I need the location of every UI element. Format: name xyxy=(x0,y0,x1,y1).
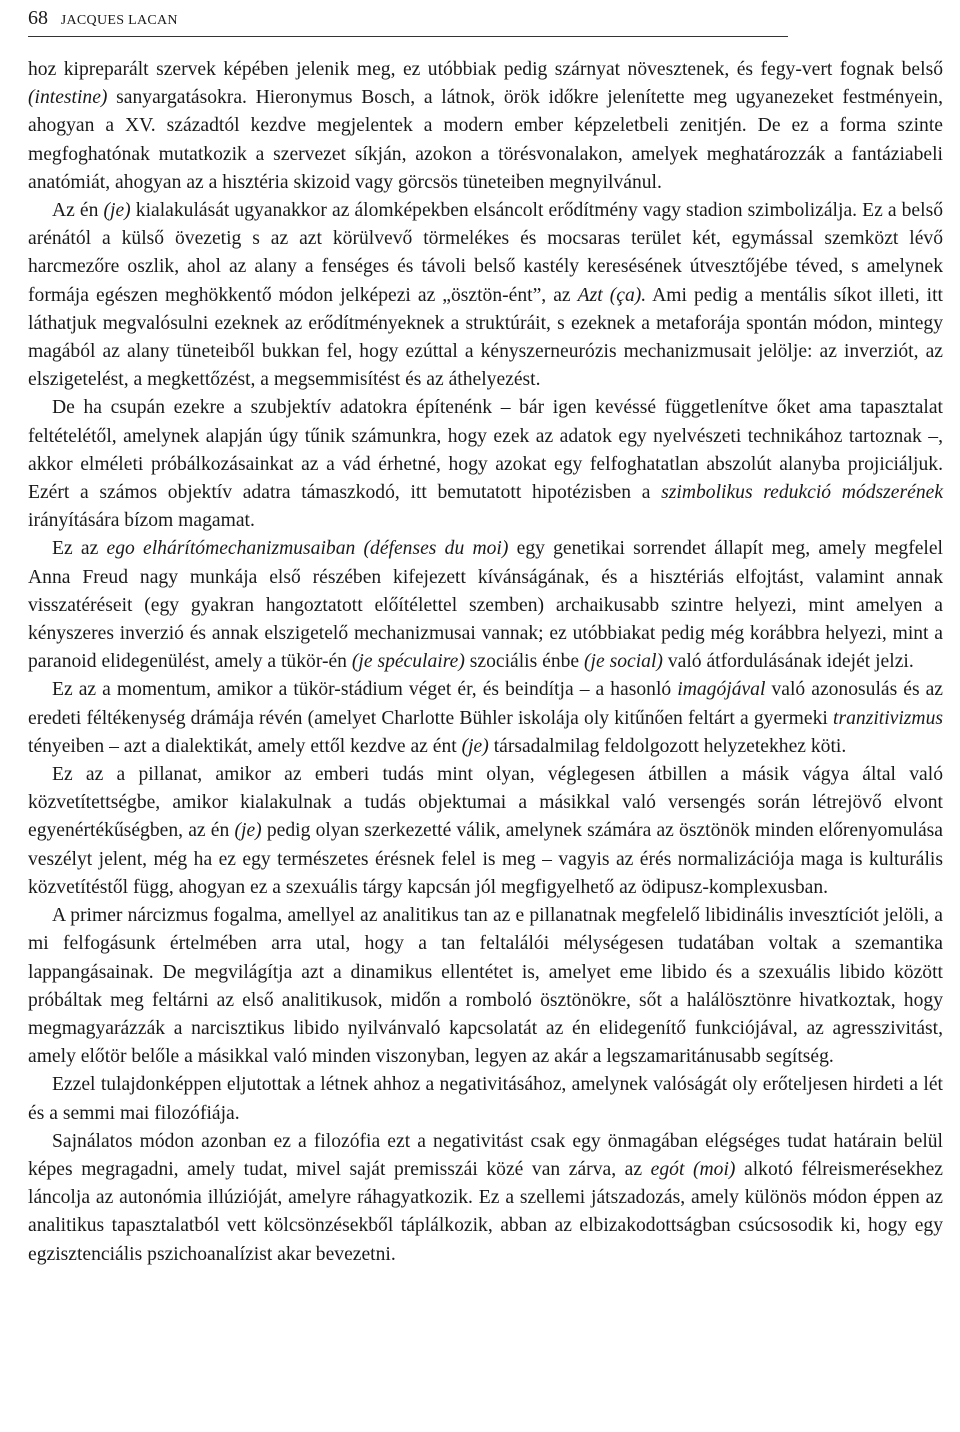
italic-text: Azt (ça). xyxy=(577,284,647,306)
paragraph xyxy=(28,535,943,676)
paragraph xyxy=(28,394,943,535)
text-run: Az én xyxy=(52,200,104,222)
text-run: szociális énbe xyxy=(464,651,585,673)
text-run: Ezzel tulajdonképpen eljutottak a létnek ahhoz a negativitásához, amelynek valóságát oly erőteljesen hirdeti a lét és a semmi mai filozófiája. xyxy=(28,1074,943,1124)
text-run: Ez az a momentum, amikor a tükör-stádium véget ér, és beindítja – a hasonló xyxy=(52,679,678,701)
text-run: Sajnálatos módon azonban ez a filozófia ezt a negativitást csak egy önmagában elégséges tudat határain belül képes megragadni, amely tudat, mivel saját premisszái közé van zárva, az xyxy=(28,1130,943,1180)
text-run: pedig olyan szerkezetté válik, amelynek számára az ösztönök minden előrenyomulása veszélyt jelent, még ha ez egy természetes érésnek felel is meg – vagyis az érés normalizációja maga is kulturális közvetítéstől függ, ahogyan ez a szexuális tárgy kapcsán jól megfigyelhető az ödipusz-komplexusban. xyxy=(28,820,943,898)
italic-text: (je) xyxy=(234,820,262,842)
italic-text: (je spéculaire) xyxy=(351,651,465,673)
text-run: Ami pedig a mentális síkot illeti, itt láthatjuk megvalósulni ezeknek az erődítményeknek a struktúráit, s ezeknek a metaforája spontán módon, mintegy magából az alany tüneteiből bukkan fel, hogy ezúttal a kényszerneurózis mechanizmusait jelölje: az inverziót, az elszigetelést, a megkettőzést, a megsemmisítést és az áthelyezést. xyxy=(28,284,943,391)
text-run: sanyargatásokra. Hieronymus Bosch, a látnok, örök időkre jelenítette meg ugyanezeket festményein, ahogyan a XV. századtól kezdve megjelentek a modern ember képzeletbeli zenitjén. De ez a forma szinte megfoghatónak mutatkozik a szervezet síkján, azokon a törésvonalakon, amelyek meghatározzák a fantáziabeli anatómiát, ahogyan az a hisztéria skizoid vagy görcsös tüneteiben megnyilvánul. xyxy=(28,87,943,193)
italic-text: (intestine) xyxy=(28,87,108,109)
text-run: alkotó félreismerésekhez láncolja az autonómia illúzióját, amelyre ráhagyatkozik. Ez a szellemi játszadozás, amely különös módon éppen az analitikus tapasztalatból vett kölcsönzésekből táplálkozik, abban az elbizakodottságban csúcsosodik ki, hogy egy egzisztenciális pszichoanalízist akar bevezetni. xyxy=(28,1158,943,1265)
page-header xyxy=(28,4,788,37)
italic-text: szimbolikus redukció módszerének xyxy=(661,482,944,504)
text-run: Ez az xyxy=(52,538,107,560)
text-run: Ez az a pillanat, amikor az emberi tudás mint olyan, véglegesen átbillen a másik vágya által való közvetítettségbe, amikor kialakulnak a tudás objektumai a másikkal való versengés során létrejövő elvont egyenértékűségben, az én xyxy=(28,764,943,842)
text-run: való azonosulás és az eredeti féltékenység drámája révén (amelyet Charlotte Bühler iskolája oly kitűnően feltárt a gyermeki xyxy=(28,679,944,729)
paragraph xyxy=(28,1071,943,1127)
text-run: való átfordulásának idejét jelzi. xyxy=(662,651,914,673)
italic-text: tranzitivizmus xyxy=(833,707,943,729)
italic-text: ego elhárítómechanizmusaiban (défenses du moi) xyxy=(106,538,509,560)
paragraph xyxy=(28,676,943,761)
italic-text: (je) xyxy=(461,735,489,757)
paragraph xyxy=(28,56,943,197)
body-text xyxy=(28,56,943,1269)
italic-text: egót (moi) xyxy=(650,1158,736,1180)
italic-text: (je) xyxy=(103,200,131,222)
paragraph xyxy=(28,761,943,902)
text-run: irányítására bízom magamat. xyxy=(28,510,255,532)
text-run: A primer nárcizmus fogalma, amellyel az analitikus tan az e pillanatnak megfelelő libidinális invesztíciót jelöli, a mi felfogásunk értelmében arra utal, hogy a tan feltalálói mélységesen tudatában voltak a szemantika lappangásainak. De megvilágítja azt a dinamikus ellentétet is, amelyet eme libido és a szexuális libido között próbáltak meg feltárni az első analitikusok, midőn a romboló ösztönökre, sőt a halálösztönre hivatkoztak, hogy megmagyarázzák a narcisztikus libido nyilvánvaló kapcsolatát az én elidegenítő funkciójával, az agresszivitást, amely előtör belőle a másikkal való minden viszonyban, legyen az akár a legszamaritánusabb segítség. xyxy=(28,905,943,1068)
text-run: hoz kipreparált szervek képében jelenik meg, ez utóbbiak pedig szárnyat növesztenek, és fegy-vert fognak belső xyxy=(28,59,943,80)
paragraph xyxy=(28,197,943,394)
paragraph xyxy=(28,1128,943,1269)
text-run: kialakulását ugyanakkor az álomképekben elsáncolt erődítmény vagy stadion szimbolizálja. Ez a belső arénától a külső övezetig s az azt körülvevő törmelékes és mocsaras terület két, egymással szemközt lévő harcmezőre oszlik, ahol az alany a fenséges és távoli belső kastély keresésének útvesztőjébe téved, s amelynek formája egészen meghökkentő módon jelképezi az „ösztön-ént”, az xyxy=(28,200,943,306)
text-run: tényeiben – azt a dialektikát, amely ettől kezdve az ént xyxy=(28,735,462,757)
paragraph xyxy=(28,902,943,1071)
text-run: társadalmilag feldolgozott helyzetekhez köti. xyxy=(488,735,847,757)
text-run: De ha csupán ezekre a szubjektív adatokra építenénk – bár igen kevéssé függetlenítve őket ama tapasztalat feltételétől, amelynek alapján úgy tűnik számunkra, hogy ezek az adatok egy nyelvészeti technikához tartoznak –, akkor elméleti próbálkozásainkat az a vád érhetné, hogy azokat egy felfoghatatlan abszolút alanyba projiciáljuk. Ezért a számos objektív adatra támaszkodó, itt bemutatott hipotézisben a xyxy=(28,397,943,504)
italic-text: (je social) xyxy=(584,651,663,673)
italic-text: imagójával xyxy=(677,679,766,701)
running-head: JACQUES LACAN xyxy=(60,13,178,28)
text-run: egy genetikai sorrendet állapít meg, amely megfelel Anna Freud nagy munkája első részében kifejezett kívánságának, és a hisztériás elfojtást, valamint annak visszatéréseit (egy gyakran hangoztatott előítélettel szemben) archaikusabb szintre helyezi, mint amelyen a kényszeres inverzió és annak elszigetelő mechanizmusai vannak; ez utóbbiakat pedig még korábbra helyezi, mint a paranoid elidegenülést, amely a tükör-én xyxy=(28,538,944,673)
page-number: 68 xyxy=(28,7,48,29)
